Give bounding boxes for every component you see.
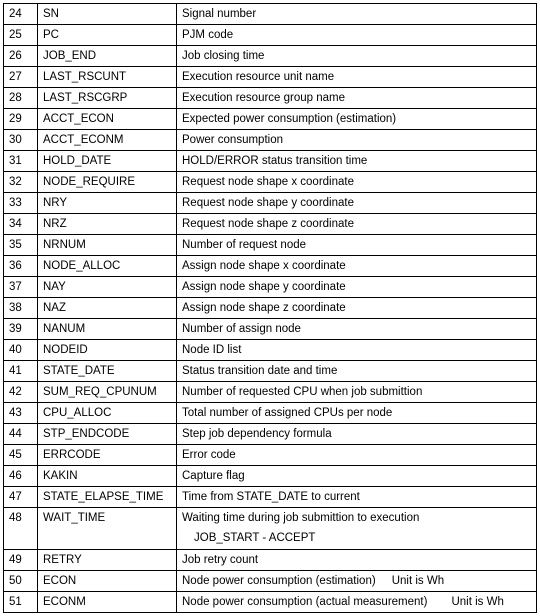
table-row	[4, 256, 537, 277]
field-description: Capture flag	[177, 466, 537, 487]
field-name: RETRY	[38, 550, 177, 571]
field-description: Expected power consumption (estimation)	[177, 109, 537, 130]
row-number: 33	[4, 193, 38, 214]
row-number: 42	[4, 382, 38, 403]
field-description: Assign node shape z coordinate	[177, 298, 537, 319]
field-name: ECONM	[38, 592, 177, 613]
field-name: SN	[38, 4, 177, 25]
table-row	[4, 361, 537, 382]
row-number: 24	[4, 4, 38, 25]
field-name: ACCT_ECON	[38, 109, 177, 130]
table-row	[4, 151, 537, 172]
table-row	[4, 319, 537, 340]
row-number: 41	[4, 361, 38, 382]
table-row	[4, 46, 537, 67]
field-name: STATE_ELAPSE_TIME	[38, 487, 177, 508]
job-fields-table	[3, 3, 537, 613]
table-row	[4, 235, 537, 256]
field-description: Request node shape y coordinate	[177, 193, 537, 214]
field-name: CPU_ALLOC	[38, 403, 177, 424]
table-body-tail	[4, 508, 537, 613]
table-row	[4, 88, 537, 109]
table-row	[4, 130, 537, 151]
field-description: Request node shape z coordinate	[177, 214, 537, 235]
field-name: NRY	[38, 193, 177, 214]
row-number: 26	[4, 46, 38, 67]
row-number: 51	[4, 592, 38, 613]
job-fields-table-container	[3, 3, 536, 613]
table-row	[4, 466, 537, 487]
field-description: Time from STATE_DATE to current	[177, 487, 537, 508]
row-number: 25	[4, 25, 38, 46]
field-name: NODE_ALLOC	[38, 256, 177, 277]
field-description: Signal number	[177, 4, 537, 25]
table-row	[4, 487, 537, 508]
field-description: Assign node shape y coordinate	[177, 277, 537, 298]
row-number: 45	[4, 445, 38, 466]
field-name: NAY	[38, 277, 177, 298]
field-name: ACCT_ECONM	[38, 130, 177, 151]
field-name: LAST_RSCUNT	[38, 67, 177, 88]
table-row	[4, 403, 537, 424]
table-row	[4, 4, 537, 25]
table-row	[4, 592, 537, 613]
table-row	[4, 340, 537, 361]
field-description: HOLD/ERROR status transition time	[177, 151, 537, 172]
field-description: Number of assign node	[177, 319, 537, 340]
table-row	[4, 172, 537, 193]
field-description: Assign node shape x coordinate	[177, 256, 537, 277]
row-number: 31	[4, 151, 38, 172]
table-row	[4, 571, 537, 592]
field-description	[177, 571, 537, 592]
description-line-1: Waiting time during job submittion to execution	[182, 512, 420, 524]
field-description: Execution resource group name	[177, 88, 537, 109]
field-name: NRNUM	[38, 235, 177, 256]
field-description: Number of requested CPU when job submittion	[177, 382, 537, 403]
row-number: 39	[4, 319, 38, 340]
row-number: 49	[4, 550, 38, 571]
field-name: SUM_REQ_CPUNUM	[38, 382, 177, 403]
row-number: 37	[4, 277, 38, 298]
field-description: Job closing time	[177, 46, 537, 67]
field-name: JOB_END	[38, 46, 177, 67]
row-number: 28	[4, 88, 38, 109]
row-number: 30	[4, 130, 38, 151]
field-name: KAKIN	[38, 466, 177, 487]
row-number: 32	[4, 172, 38, 193]
field-name: ERRCODE	[38, 445, 177, 466]
field-name: NODEID	[38, 340, 177, 361]
table-row	[4, 193, 537, 214]
table-row	[4, 382, 537, 403]
field-description: PJM code	[177, 25, 537, 46]
field-description: Execution resource unit name	[177, 67, 537, 88]
table-row	[4, 298, 537, 319]
row-number: 46	[4, 466, 38, 487]
field-name: NRZ	[38, 214, 177, 235]
table-row	[4, 214, 537, 235]
field-description: Total number of assigned CPUs per node	[177, 403, 537, 424]
row-number: 48	[4, 508, 38, 550]
unit-note: Unit is Wh	[451, 596, 504, 608]
description-text: Node power consumption (actual measurement)	[182, 596, 428, 608]
row-number: 34	[4, 214, 38, 235]
table-body	[4, 4, 537, 508]
field-name: NODE_REQUIRE	[38, 172, 177, 193]
table-row	[4, 508, 537, 550]
field-name: NAZ	[38, 298, 177, 319]
field-name: HOLD_DATE	[38, 151, 177, 172]
row-number: 50	[4, 571, 38, 592]
field-description: Node ID list	[177, 340, 537, 361]
table-row	[4, 424, 537, 445]
row-number: 27	[4, 67, 38, 88]
field-description	[177, 508, 537, 550]
field-name: ECON	[38, 571, 177, 592]
field-name: STP_ENDCODE	[38, 424, 177, 445]
row-number: 44	[4, 424, 38, 445]
field-name: PC	[38, 25, 177, 46]
table-row	[4, 25, 537, 46]
description-text: Node power consumption (estimation)	[182, 575, 376, 587]
field-description: Number of request node	[177, 235, 537, 256]
table-row	[4, 445, 537, 466]
field-description: Request node shape x coordinate	[177, 172, 537, 193]
field-description	[177, 592, 537, 613]
table-row	[4, 67, 537, 88]
field-name: WAIT_TIME	[38, 508, 177, 550]
row-number: 35	[4, 235, 38, 256]
field-name: NANUM	[38, 319, 177, 340]
field-description: Error code	[177, 445, 537, 466]
field-description: Step job dependency formula	[177, 424, 537, 445]
row-number: 36	[4, 256, 38, 277]
field-name: STATE_DATE	[38, 361, 177, 382]
field-description: Job retry count	[177, 550, 537, 571]
table-row	[4, 109, 537, 130]
row-number: 47	[4, 487, 38, 508]
field-description: Status transition date and time	[177, 361, 537, 382]
field-description: Power consumption	[177, 130, 537, 151]
field-name: LAST_RSCGRP	[38, 88, 177, 109]
table-row	[4, 550, 537, 571]
row-number: 43	[4, 403, 38, 424]
row-number: 40	[4, 340, 38, 361]
description-line-2: JOB_START - ACCEPT	[194, 532, 316, 544]
unit-note: Unit is Wh	[391, 575, 445, 587]
row-number: 38	[4, 298, 38, 319]
table-row	[4, 277, 537, 298]
row-number: 29	[4, 109, 38, 130]
